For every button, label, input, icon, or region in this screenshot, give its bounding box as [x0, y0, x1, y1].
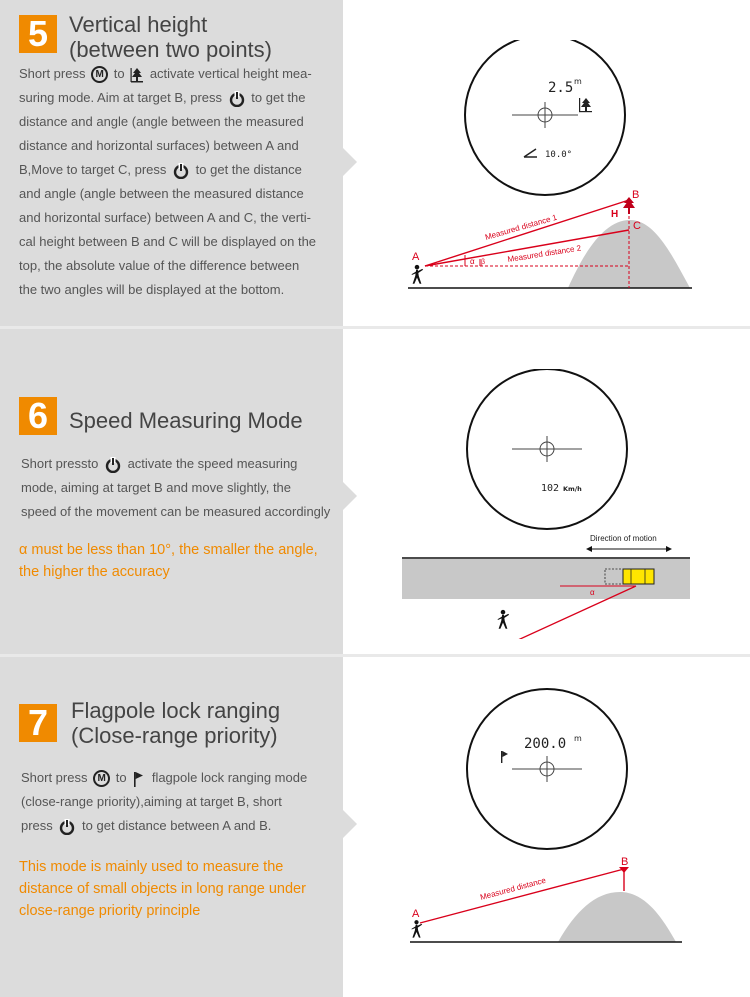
section-title [71, 698, 280, 748]
body-line [19, 86, 337, 110]
step-badge: 7 [19, 704, 57, 742]
body-text: flagpole lock ranging mode [151, 770, 308, 785]
body-line [19, 158, 337, 182]
section-title [69, 12, 272, 62]
body-text: to [115, 770, 127, 785]
power-icon [229, 91, 245, 107]
mode-button-icon: M [93, 770, 110, 787]
body-line [21, 766, 339, 790]
flag-icon [132, 771, 146, 787]
body-text: activate the speed measuring [127, 456, 298, 471]
note-line: α must be less than 10°, the smaller the angle, [19, 542, 318, 558]
body-line: and horizontal surface) between A and C, the verti- [19, 210, 311, 225]
title-line: (Close-range priority) [71, 723, 278, 748]
label-beta: β [481, 259, 486, 266]
panel-pointer [343, 482, 357, 510]
body-line: (close-range priority),aiming at target B, short [21, 794, 282, 809]
note-line: close-range priority principle [19, 903, 201, 919]
hill [558, 892, 676, 942]
body-line: distance and horizontal surfaces) between A and [19, 138, 299, 153]
body-text: to get distance between A and B. [82, 818, 272, 833]
body-line: top, the absolute value of the difference between [19, 258, 300, 273]
note-line: This mode is mainly used to measure the [19, 859, 284, 875]
title-line: (between two points) [69, 37, 272, 62]
body-line: distance and angle (angle between the measured [19, 114, 304, 129]
label-b: B [632, 189, 640, 201]
height-mode-icon [130, 67, 144, 83]
readout-value: 200.0 [524, 736, 567, 752]
readout-value: 2.5 [548, 80, 574, 96]
note-line: distance of small objects in long range under [19, 881, 306, 897]
body-line: cal height between B and C will be displayed on the [19, 234, 317, 249]
label-b: B [621, 856, 629, 868]
title-line: Flagpole lock ranging [71, 698, 281, 723]
label-alpha: α [470, 257, 475, 266]
panel-pointer [343, 810, 357, 838]
body-line [19, 62, 337, 86]
section-vertical-height [0, 0, 750, 326]
body-text: B,Move to target C, press [19, 162, 167, 177]
step-badge: 6 [19, 397, 57, 435]
angle-value: 10.0° [545, 150, 573, 160]
body-line: and angle (angle between the measured distance [19, 186, 304, 201]
body-text: Short pressto [21, 456, 99, 471]
accuracy-note [19, 539, 339, 583]
label-measured-distance-1: Measured distance 1 [484, 212, 558, 242]
body-text: Short press [19, 66, 86, 81]
title-line: Vertical height [69, 12, 208, 37]
section-title [69, 408, 303, 433]
label-a: A [412, 908, 420, 920]
label-measured-distance: Measured distance [479, 875, 547, 902]
body-line [21, 814, 339, 838]
readout-unit: m [574, 77, 582, 86]
readout-unit: m [574, 734, 582, 743]
label-alpha: α [590, 588, 595, 597]
body-text: press [21, 818, 53, 833]
direction-label: Direction of motion [590, 534, 657, 543]
observer-icon [498, 610, 509, 629]
body-text: activate vertical height mea- [149, 66, 312, 81]
section-speed-mode [0, 329, 750, 654]
speed-diagram [400, 369, 700, 639]
flagpole-diagram [400, 687, 700, 952]
panel-pointer [343, 148, 357, 176]
section-flagpole-lock [0, 657, 750, 997]
body-line: mode, aiming at target B and move slightly, the [21, 480, 292, 495]
power-icon [105, 457, 121, 473]
power-icon [59, 819, 75, 835]
label-measured-distance-2: Measured distance 2 [506, 243, 582, 264]
speed-value: 102 [541, 483, 560, 494]
body-text: to get the distance [195, 162, 302, 177]
note-line: the higher the accuracy [19, 564, 170, 580]
section-body [21, 452, 339, 524]
step-badge: 5 [19, 15, 57, 53]
body-line [21, 452, 339, 476]
body-line: speed of the movement can be measured accordingly [21, 504, 331, 519]
mode-button-icon: M [91, 66, 108, 83]
mode-note [19, 856, 339, 922]
title-line: Speed Measuring Mode [69, 408, 303, 433]
section-body [21, 766, 339, 838]
body-text: to get the [251, 90, 306, 105]
body-text: suring mode. Aim at target B, press [19, 90, 223, 105]
body-line: the two angles will be displayed at the bottom. [19, 282, 285, 297]
power-icon [173, 163, 189, 179]
body-text: to [113, 66, 125, 81]
label-h: H [611, 209, 619, 220]
section-body [19, 62, 337, 302]
speed-unit: Km/h [563, 485, 582, 493]
vehicle [623, 569, 654, 584]
label-a: A [412, 251, 420, 263]
body-text: Short press [21, 770, 88, 785]
vertical-height-diagram [400, 40, 700, 300]
observer-icon [412, 265, 423, 284]
label-c: C [633, 220, 641, 232]
